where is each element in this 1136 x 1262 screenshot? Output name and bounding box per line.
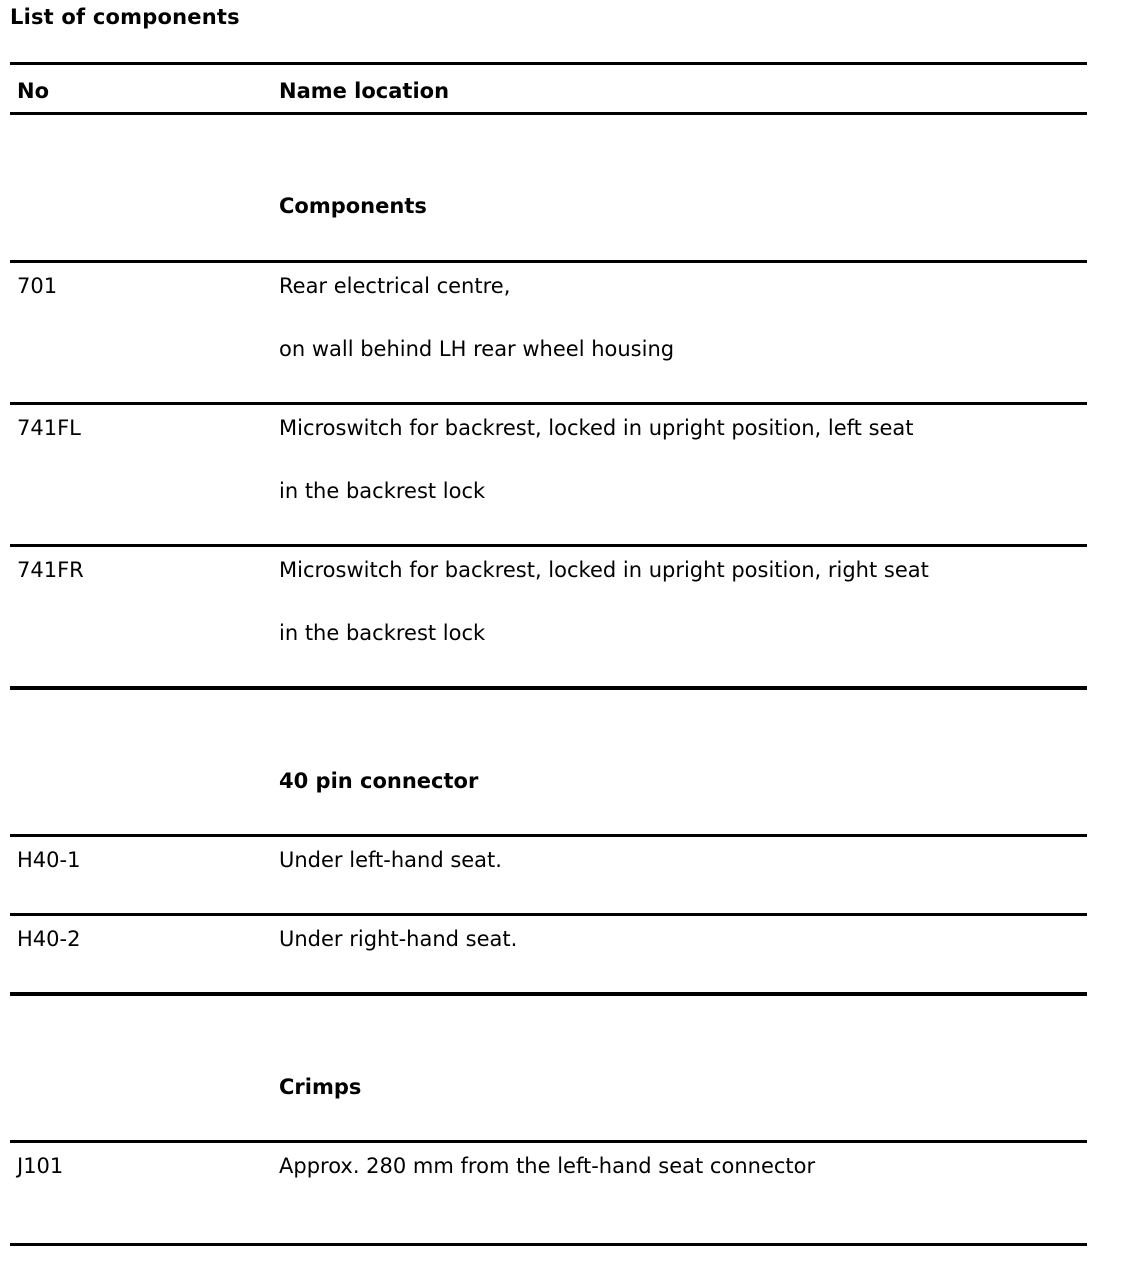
table-row-h40-1-line1: Under left-hand seat.: [279, 848, 502, 872]
table-row-741fr-no: 741FR: [17, 558, 84, 582]
table-row-j101-line1: Approx. 280 mm from the left-hand seat connector: [279, 1154, 816, 1178]
section-end-rule: [10, 686, 1087, 690]
row-rule: [10, 402, 1087, 405]
header-top-rule: [10, 62, 1087, 65]
section-heading-components: Components: [279, 194, 427, 218]
column-header-name-location: Name location: [279, 79, 450, 103]
table-row-h40-2-line1: Under right-hand seat.: [279, 927, 518, 951]
table-row-741fl-line2: in the backrest lock: [279, 479, 486, 503]
row-rule: [10, 260, 1087, 263]
table-row-741fr-line2: in the backrest lock: [279, 621, 486, 645]
document-title: List of components: [10, 5, 240, 29]
table-row-741fr-line1: Microswitch for backrest, locked in upright position, right seat: [279, 558, 929, 582]
table-row-741fl-line1: Microswitch for backrest, locked in upright position, left seat: [279, 416, 914, 440]
table-row-701-no: 701: [17, 274, 58, 298]
table-row-741fl-no: 741FL: [17, 416, 81, 440]
table-row-701-line1: Rear electrical centre,: [279, 274, 511, 298]
table-row-j101-no: J101: [17, 1154, 64, 1178]
table-row-701-line2: on wall behind LH rear wheel housing: [279, 337, 675, 361]
row-rule: [10, 834, 1087, 837]
section-heading-crimps: Crimps: [279, 1075, 362, 1099]
table-row-h40-2-no: H40-2: [17, 927, 81, 951]
row-rule: [10, 544, 1087, 547]
section-heading-40-pin-connector: 40 pin connector: [279, 769, 479, 793]
table-row-h40-1-no: H40-1: [17, 848, 81, 872]
section-end-rule: [10, 992, 1087, 996]
table-end-rule: [10, 1243, 1087, 1246]
row-rule: [10, 1140, 1087, 1143]
row-rule: [10, 913, 1087, 916]
header-bottom-rule: [10, 112, 1087, 115]
column-header-no: No: [17, 79, 50, 103]
